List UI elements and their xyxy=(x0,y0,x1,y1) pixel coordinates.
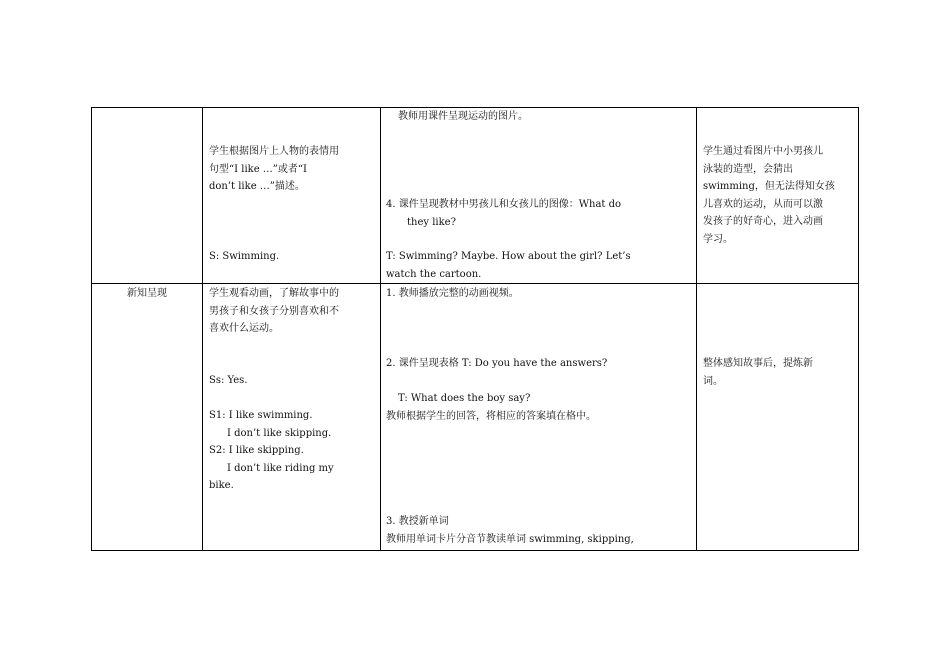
table-bottom-border xyxy=(91,550,859,551)
row2-student-line2: 男孩子和女孩子分别喜欢和不 xyxy=(209,305,339,317)
row1-teacher-step4 xyxy=(386,196,692,231)
row1-intent-line2: 泳装的造型，会猜出 xyxy=(703,163,793,175)
row2-teacher-step1 xyxy=(386,285,692,303)
row1-intent-line3: swimming，但无法得知女孩 xyxy=(703,181,835,192)
row2-student-dialogue xyxy=(209,407,377,495)
row1-student-line1: 学生根据图片上人物的表情用 xyxy=(209,146,339,157)
row1-teacher-dialogue xyxy=(386,248,692,283)
row2-intent-line2: 词。 xyxy=(703,375,723,387)
row1-student-line3: don’t like …”描述。 xyxy=(209,181,305,192)
row-divider xyxy=(91,283,859,284)
row2-teacher-step1-text: 1. 教师播放完整的动画视频。 xyxy=(386,288,519,299)
row1-teacher-line1: 教师用课件呈现运动的图片。 xyxy=(398,111,528,122)
row2-student-ss-text: Ss: Yes. xyxy=(209,375,248,386)
row1-teacher-t-line2: watch the cartoon. xyxy=(386,268,482,280)
row1-student-line2: 句型“I like …”或者“I xyxy=(209,163,307,175)
row2-student-s1a: S1: I like swimming. xyxy=(209,410,313,421)
row2-student-cell xyxy=(209,285,377,338)
row1-teacher-t-line1: T: Swimming? Maybe. How about the girl? Let’s xyxy=(386,251,631,262)
column-divider-1 xyxy=(202,107,203,551)
row2-stage-label: 新知呈现 xyxy=(127,288,167,299)
row2-student-line1: 学生观看动画，了解故事中的 xyxy=(209,288,339,299)
row2-teacher-step2 xyxy=(386,355,692,373)
row1-teacher-step4-line2: they like? xyxy=(407,216,456,228)
row2-student-s2a: S2: I like skipping. xyxy=(209,445,304,456)
row1-intent-line4: 儿喜欢的运动，从而可以激 xyxy=(703,198,823,210)
row2-student-ss xyxy=(209,372,248,390)
row1-intent-line1: 学生通过看图片中小男孩儿 xyxy=(703,146,823,157)
row2-intent-cell xyxy=(703,355,855,390)
table-right-border xyxy=(858,107,859,551)
row1-teacher-step4-line1: 4. 课件呈现教材中男孩儿和女孩儿的图像：What do xyxy=(386,199,622,210)
row1-student-cell xyxy=(209,143,377,196)
row1-intent-line6: 学习。 xyxy=(703,233,733,245)
row2-student-s2c: bike. xyxy=(209,480,234,491)
row2-stage-cell xyxy=(92,285,202,303)
row1-intent-line5: 发孩子的好奇心，进入动画 xyxy=(703,216,823,227)
row1-student-answer: S: Swimming. xyxy=(209,251,280,262)
row2-teacher-step2-text: 2. 课件呈现表格 T: Do you have the answers? xyxy=(386,358,608,369)
table-left-border xyxy=(91,107,92,551)
row2-student-line3: 喜欢什么运动。 xyxy=(209,323,279,334)
row2-student-s1b: I don’t like skipping. xyxy=(227,427,332,439)
row2-teacher-cards: 教师用单词卡片分音节教读单词 swimming, skipping, xyxy=(386,533,634,545)
row2-teacher-t-question: T: What does the boy say? xyxy=(398,393,531,404)
row2-teacher-step3-text: 3. 教授新单词 xyxy=(386,516,449,527)
column-divider-3 xyxy=(696,107,697,551)
column-divider-2 xyxy=(380,107,381,551)
row2-intent-line1: 整体感知故事后，提炼新 xyxy=(703,358,813,369)
row1-teacher-cell xyxy=(386,108,692,126)
row2-teacher-step3 xyxy=(386,513,692,548)
row1-student-answer-cell xyxy=(209,248,279,266)
row2-teacher-fill: 教师根据学生的回答，将相应的答案填在格中。 xyxy=(386,410,596,422)
row2-teacher-question xyxy=(386,390,692,425)
row2-student-s2b: I don’t like riding my xyxy=(227,462,334,474)
row1-intent-cell xyxy=(703,143,855,248)
